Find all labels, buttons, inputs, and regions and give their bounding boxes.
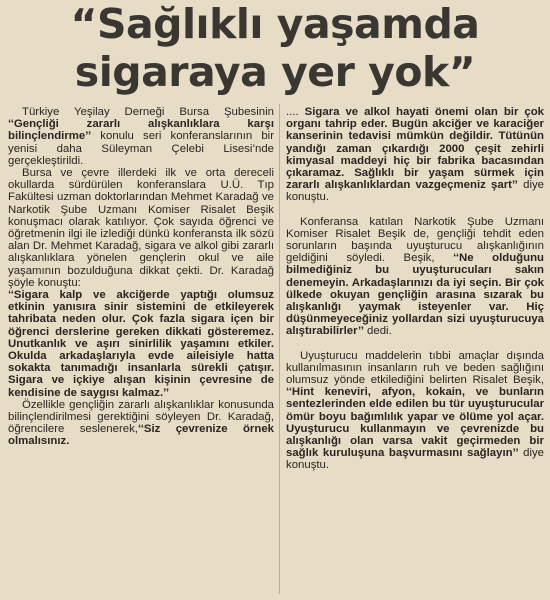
text: dedi. [363,325,392,338]
text: Konferansa katılan Narkotik Şube Uzmanı Komiser Risalet Beşik de, gençliği tehdit eden sorunların başında uyuşturucu alışkanlığının geldiğini söyledi. Beşik, [286,215,544,265]
right-paragraph-1 [286,106,544,204]
left-paragraph-1 [8,106,274,167]
text: diye konuştu. [286,179,545,204]
text: Türkiye Yeşilay Derneği Bursa Şubesinin [22,106,274,118]
bold-text: ‘‘Gençliği zararlı alışkanlıklara karşı bilinçlendirme’’ [8,118,274,143]
text: Uyuşturucu maddelerin tıbbi amaçlar dışında kullanılmasının insanların ruh ve beden sağlığını olumsuz yönde etkilediğini belirten Risalet Beşik, [286,349,544,387]
left-paragraph-2: Bursa ve çevre illerdeki ilk ve orta dereceli okullarda sürdürülen konferanslara U.Ü. Tıp Fakültesi uzman doktorlarından Mehmet Karadağ ve Narkotik Şube Uzmanı Komiser Risalet Beşik konuşmacı olarak katılıyor. Çok sayıda öğrenci ve öğretmenin ilgi ile izlediği dünkü konferansta ilk sözü alan Dr. Mehmet Karadağ, sigara ve alkol gibi zararlı alışkanlıklara yönelen gençlerin okul ve aile yaşamının bozulduğuna dikkat çekti. Dr. Karadağ şöyle konuştu: [8,167,274,289]
column-divider [279,104,280,594]
text: .... [286,106,299,118]
headline-line-2: sigaraya yer yok” [74,48,476,96]
bold-text: ‘‘Siz çevrenize örnek olmalısınız. [8,423,274,448]
headline [0,2,550,94]
bold-quote: Sigara ve alkol hayati önemi olan bir çok organı tahrip eder. Bugün akciğer ve karaciğer kanserinin tedavisi mümkün değildir. Tütünün yandığı zaman çıkardığı 2000 çeşit zehirli kimyasal maddeyi hiç bir fabrika bacasından çıkaramaz. Sağlıklı bir yaşam sürmek için zararlı alışkanlıklardan vazgeçmeniz şart’’ [286,106,544,192]
left-column [8,106,274,448]
bold-quote: ‘‘Sigara kalp ve akciğerde yaptığı olumsuz etkinin yanısıra sinir sistemini de etkileyerek tahribata neden olur. Çok fazla sigara içen bir öğrenci derslerine gereken dikkati gösteremez. Unutkanlık ve aşırı sinirlilik yaşamını etkiler. Okulda arkadaşlarıyla evde aileisiyle hatta sokakta tanımadığı insanlarla sürekli çatışır. Sigara ve içkiye alışan kişinin çevresine de kendisine de saygısı kalmaz.’’ [8,289,274,399]
right-paragraph-3 [286,350,544,472]
right-paragraph-2 [286,216,544,338]
bold-quote: ‘‘Hint keneviri, afyon, kokain, ve bunların sentezlerinden elde edilen bu tür uyuşturucular ömür boyu bağımlılık yapar ve ölüme yol açar. Uyuşturucu kullanmayın ve çevrenizde bu alışkanlığı olan varsa vakit geçirmeden bir sağlık kuruluşuna başvurmasını sağlayın’’ [286,386,544,460]
right-column [286,106,544,472]
left-quote-paragraph [8,289,274,399]
text: konulu seri konferanslarının bir yenisi daha Süleyman Çelebi Lisesi’nde gerçekleştirildi. [8,130,274,167]
text: Özellikle gençliğin zararlı alışkanlıklar konusunda bilinçlendirilmesi gerektiğini söyleyen Dr. Karadağ, öğrencilere seslenerek, [8,398,274,436]
bold-quote: ‘‘Ne olduğunu bilmediğiniz bu uyuşturucuları sakın denemeyin. Arkadaşlarınızı da iyi seçin. Bir çok ülkede okuyan gençliğin arasına sızarak bu alışkanlığı yaymak isteyenler var. Hiç düşünmeyeceğiniz yollardan sizi uyuşturucuya alıştırabilirler’’ [286,252,544,338]
text: diye konuştu. [286,447,545,472]
left-paragraph-4 [8,399,274,448]
headline-line-1: “Sağlıklı yaşamda [70,0,480,48]
